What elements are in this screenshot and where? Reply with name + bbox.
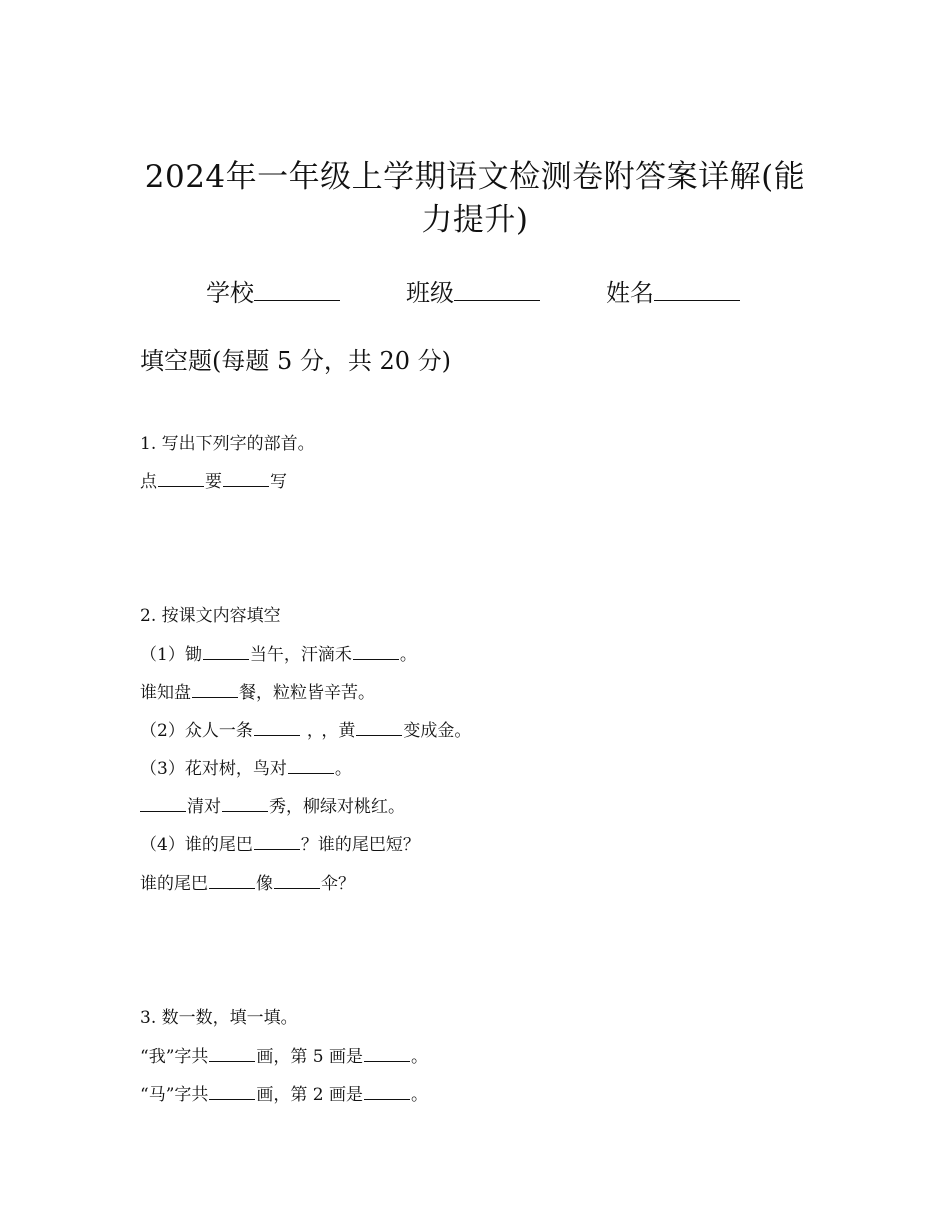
answer-blank[interactable] xyxy=(254,834,300,850)
class-field xyxy=(406,278,540,308)
answer-blank[interactable] xyxy=(192,682,238,698)
name-blank[interactable] xyxy=(654,278,740,301)
text-segment: ， xyxy=(306,721,316,741)
question-2-line-3 xyxy=(140,720,471,742)
question-2-line-7 xyxy=(140,873,355,895)
section-title: 填空题(每题 5 分，共 20 分) xyxy=(140,347,452,375)
answer-blank[interactable] xyxy=(223,471,269,487)
text-segment: 像 xyxy=(256,874,273,894)
school-blank[interactable] xyxy=(254,278,340,301)
answer-blank[interactable] xyxy=(364,1084,410,1100)
text-segment: 清对 xyxy=(187,797,221,817)
q1-char: 要 xyxy=(205,472,222,492)
text-segment: 秀，柳绿对桃红。 xyxy=(269,797,405,817)
class-label: 班级 xyxy=(406,279,454,307)
answer-blank[interactable] xyxy=(209,1046,255,1062)
text-segment: 。 xyxy=(399,645,417,665)
question-2-line-4 xyxy=(140,758,352,780)
answer-blank[interactable] xyxy=(209,873,255,889)
text-segment: （2）众人一条 xyxy=(140,721,253,741)
text-segment: 画，第 2 画是 xyxy=(256,1085,364,1105)
answer-blank[interactable] xyxy=(254,720,300,736)
name-label: 姓名 xyxy=(606,279,654,307)
answer-blank[interactable] xyxy=(140,796,186,812)
question-1-line xyxy=(140,471,287,493)
school-label: 学校 xyxy=(206,279,254,307)
question-2-line-2 xyxy=(140,682,375,704)
text-segment: （3）花对树，鸟对 xyxy=(140,759,287,779)
text-segment: 。 xyxy=(411,1085,429,1105)
question-2-line-6 xyxy=(140,834,420,856)
text-segment: （1）锄 xyxy=(140,645,202,665)
document-title xyxy=(140,156,810,242)
answer-blank[interactable] xyxy=(158,471,204,487)
answer-blank[interactable] xyxy=(222,796,268,812)
answer-blank[interactable] xyxy=(353,644,399,660)
school-field xyxy=(206,278,340,308)
answer-blank[interactable] xyxy=(288,758,334,774)
answer-blank[interactable] xyxy=(203,644,249,660)
q1-char: 点 xyxy=(140,472,157,492)
name-field xyxy=(606,278,740,308)
text-segment: （4）谁的尾巴 xyxy=(140,835,253,855)
text-segment: 画，第 5 画是 xyxy=(256,1047,364,1067)
title-line-2: 力提升) xyxy=(421,202,529,238)
text-segment: ？谁的尾巴短？ xyxy=(300,835,420,855)
question-3-line-1 xyxy=(140,1046,428,1068)
text-segment: “马”字共 xyxy=(140,1085,209,1105)
text-segment: “我”字共 xyxy=(140,1047,209,1067)
text-segment: ，黄 xyxy=(321,721,356,741)
text-segment: 谁的尾巴 xyxy=(140,874,208,894)
question-3-prompt: 3. 数一数，填一填。 xyxy=(140,1008,298,1028)
text-segment: 当午，汗滴禾 xyxy=(249,645,352,665)
text-segment: 餐，粒粒皆辛苦。 xyxy=(239,683,375,703)
answer-blank[interactable] xyxy=(356,720,402,736)
text-segment: 。 xyxy=(334,759,352,779)
question-2-line-1 xyxy=(140,644,417,666)
answer-blank[interactable] xyxy=(209,1084,255,1100)
question-3-line-2 xyxy=(140,1084,428,1106)
q1-char: 写 xyxy=(270,472,287,492)
text-segment: 谁知盘 xyxy=(140,683,191,703)
class-blank[interactable] xyxy=(454,278,540,301)
text-segment: 变成金。 xyxy=(403,721,472,741)
text-segment: 伞？ xyxy=(321,874,355,894)
answer-blank[interactable] xyxy=(274,873,320,889)
question-1-prompt: 1. 写出下列字的部首。 xyxy=(140,434,315,454)
text-segment: 。 xyxy=(411,1047,429,1067)
question-2-prompt: 2. 按课文内容填空 xyxy=(140,606,281,626)
title-line-1: 2024年一年级上学期语文检测卷附答案详解(能 xyxy=(144,159,806,195)
question-2-line-5 xyxy=(140,796,405,818)
answer-blank[interactable] xyxy=(364,1046,410,1062)
